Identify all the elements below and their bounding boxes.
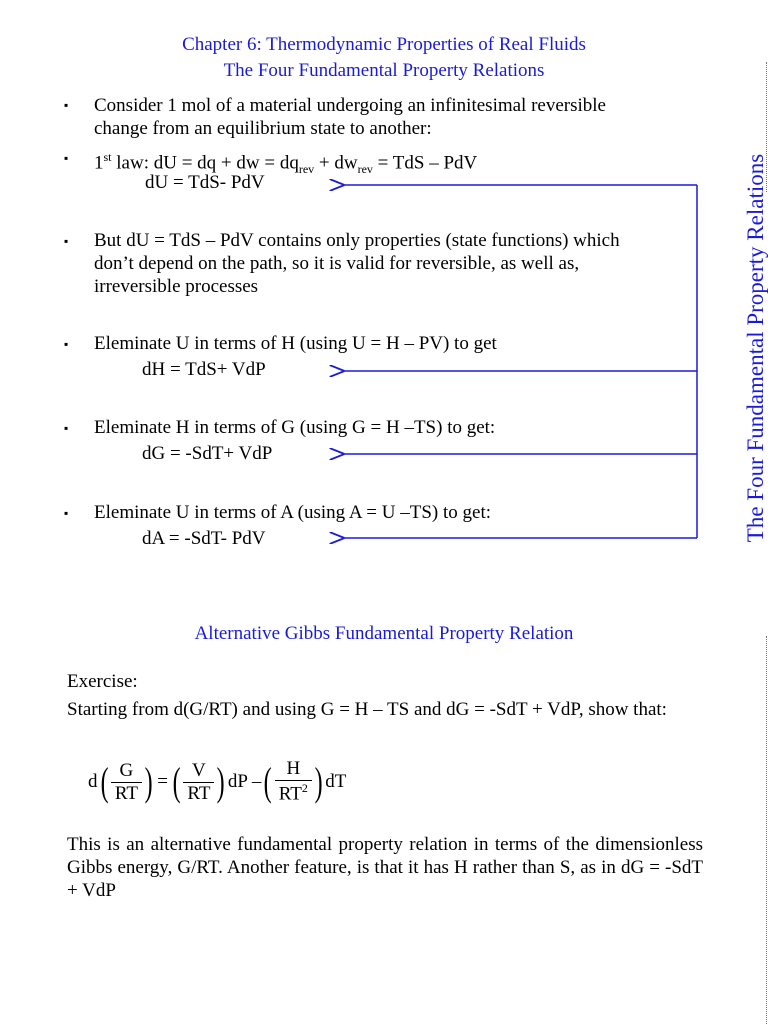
paren-open: (	[172, 759, 181, 804]
gibbs-relation-equation	[88, 752, 346, 812]
fraction-v-rt: $\frac{V}{RT}$	[183, 760, 214, 805]
equation-dg: dG = -SdT+ VdP	[142, 443, 273, 464]
paren-close: )	[314, 759, 323, 804]
equation-da: dA = -SdT- PdV	[142, 528, 266, 549]
exercise-label: Exercise:	[67, 671, 138, 692]
side-title: The Four Fundamental Property Relations	[743, 153, 768, 543]
bullet-1-line-2: change from an equilibrium state to another:	[94, 118, 432, 139]
fraction-h-rt2: $\frac{H}{RT^2}$	[275, 758, 312, 805]
paren-open: (	[264, 759, 273, 804]
equation-dh: dH = TdS+ VdP	[142, 359, 266, 380]
bullet-marker: ▪	[64, 506, 69, 520]
eq-d: d	[88, 771, 98, 792]
bullet-marker: ▪	[64, 151, 69, 165]
section-title: The Four Fundamental Property Relations	[223, 60, 545, 81]
bullet-3-line-2: don’t depend on the path, so it is valid for reversible, as well as,	[94, 253, 580, 274]
equation-du: dU = TdS- PdV	[145, 172, 265, 193]
bullet-marker: ▪	[64, 234, 69, 248]
bullet-6-text: Eleminate U in terms of A (using A = U –TS) to get:	[94, 502, 492, 523]
bullet-marker: ▪	[64, 98, 69, 112]
chapter-title: Chapter 6: Thermodynamic Properties of Real Fluids	[182, 34, 586, 55]
bullet-5-text: Eleminate H in terms of G (using G = H –TS) to get:	[94, 417, 496, 438]
bullet-3-line-1: But dU = TdS – PdV contains only properties (state functions) which	[94, 230, 620, 251]
fraction-g-rt: $\frac{G}{RT}$	[111, 760, 142, 805]
paren-close: )	[217, 759, 226, 804]
bullet-marker: ▪	[64, 421, 69, 435]
side-divider-bottom	[766, 636, 767, 1024]
eq-dt: dT	[325, 771, 347, 792]
exercise-text: Starting from d(G/RT) and using G = H – TS and dG = -SdT + VdP, show that:	[67, 699, 667, 720]
paren-close: )	[144, 759, 153, 804]
bullet-1-line-1: Consider 1 mol of a material undergoing an infinitesimal reversible	[94, 95, 606, 116]
conclusion-paragraph: This is an alternative fundamental property relation in terms of the dimensionless Gibbs energy, G/RT. Another feature, is that it has H rather than S, as in dG = -SdT + VdP	[67, 834, 703, 901]
bullet-marker: ▪	[64, 337, 69, 351]
bullet-2-first-law: 1st law: dU = dq + dw = $dq_{rev} + dw_{rev}$ = TdS – PdV	[94, 150, 478, 177]
alt-section-title: Alternative Gibbs Fundamental Property Relation	[194, 623, 574, 644]
eq-dp-minus: dP –	[227, 771, 262, 792]
bullet-4-text: Eleminate U in terms of H (using U = H – PV) to get	[94, 333, 497, 354]
paren-open: (	[100, 759, 109, 804]
bullet-3-line-3: irreversible processes	[94, 276, 259, 297]
eq-equals: =	[157, 771, 169, 792]
